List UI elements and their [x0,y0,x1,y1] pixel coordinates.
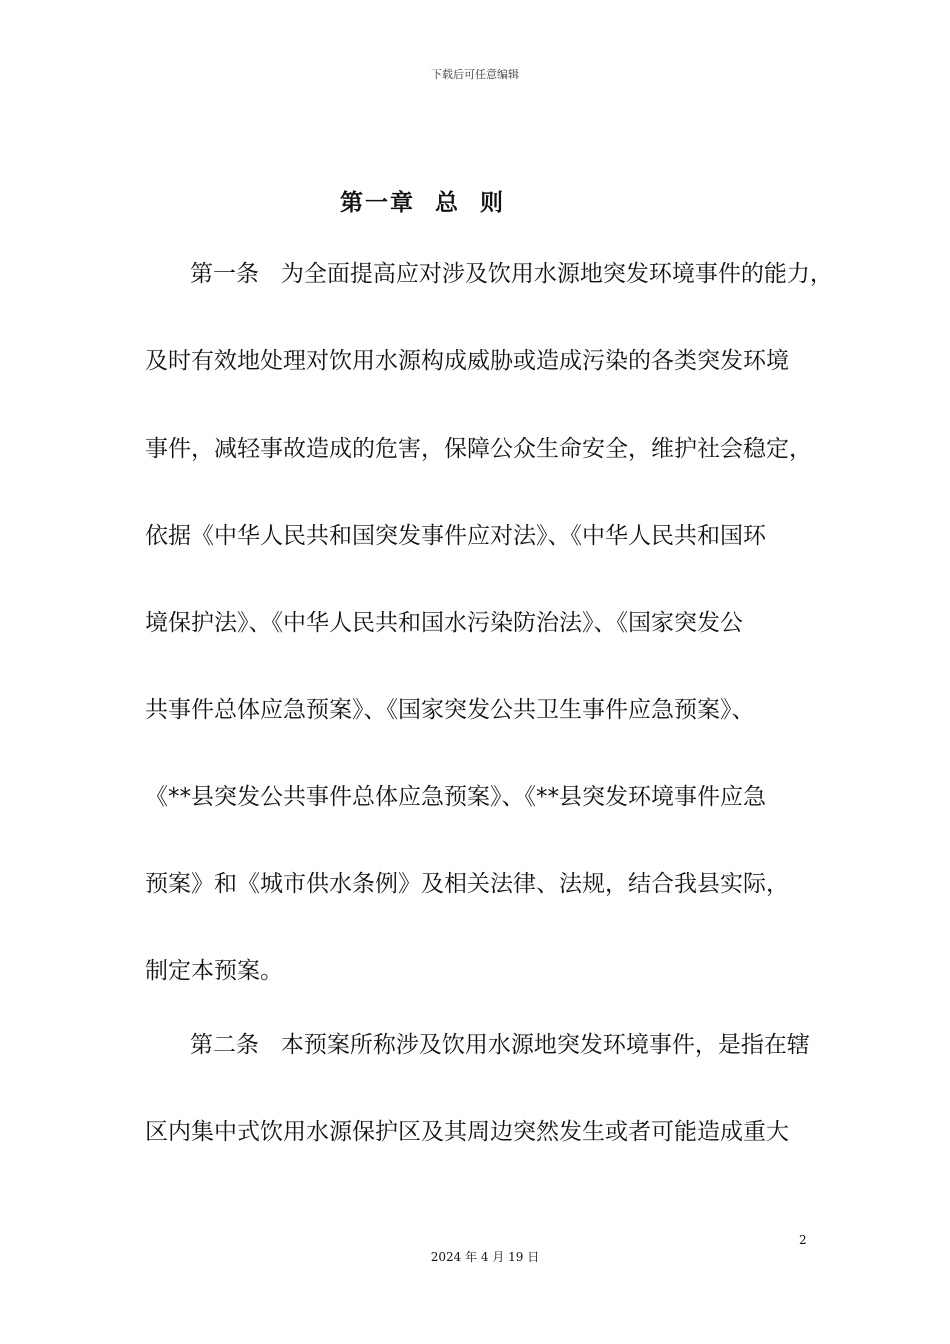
page-number: 2 [799,1233,807,1247]
article-1-line-4: 依据《中华人民共和国突发事件应对法》、《中华人民共和国环 [145,523,766,549]
article-1-line-3: 事件，减轻事故造成的危害，保障公众生命安全，维护社会稳定， [145,436,812,462]
article-1-line-5: 境保护法》、《中华人民共和国水污染防治法》、《国家突发公 [145,610,743,636]
footer-date: 2024 年 4 月 19 日 [430,1250,540,1264]
chapter-title: 第一章 总 则 [340,190,506,216]
article-2-line-1: 第二条 本预案所称涉及饮用水源地突发环境事件，是指在辖 [190,1032,810,1058]
article-1-line-8: 预案》和《城市供水条例》及相关法律、法规，结合我县实际， [145,871,789,897]
article-2-line-2: 区内集中式饮用水源保护区及其周边突然发生或者可能造成重大 [145,1119,789,1145]
article-1-line-2: 及时有效地处理对饮用水源构成威胁或造成污染的各类突发环境 [145,348,789,374]
article-1-line-6: 共事件总体应急预案》、《国家突发公共卫生事件应急预案》、 [145,697,755,723]
page-header: 下载后可任意编辑 [431,68,519,81]
article-1-line-9: 制定本预案。 [145,958,283,984]
article-1-line-7: 《**县突发公共事件总体应急预案》、《**县突发环境事件应急 [145,784,766,810]
article-1-line-1: 第一条 为全面提高应对涉及饮用水源地突发环境事件的能力， [190,261,833,287]
